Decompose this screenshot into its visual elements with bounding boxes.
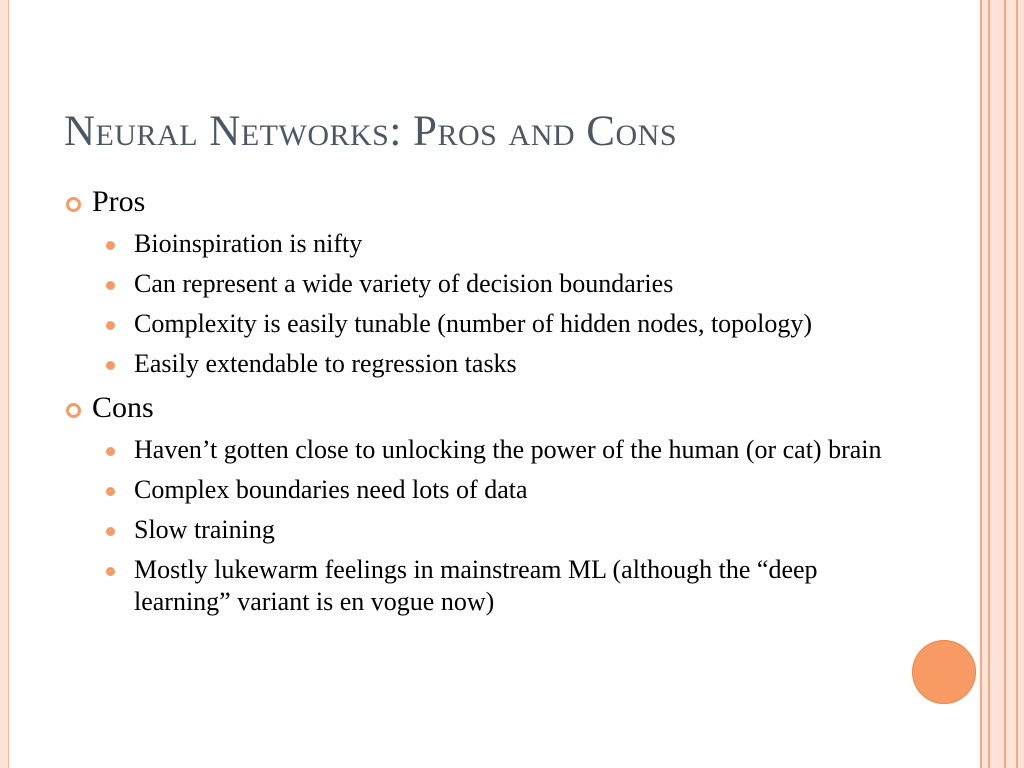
list-item [64,308,884,340]
dot-bullet-icon [106,361,115,370]
dot-bullet-icon [106,281,115,290]
section-heading-label: Pros [92,185,146,218]
dot-bullet-icon [106,447,115,456]
right-frame-stripes [980,0,1024,768]
list-item-text: Complex boundaries need lots of data [134,475,528,504]
left-frame-border [0,0,9,768]
list-item [64,268,884,300]
list-item [64,434,884,466]
pros-section [64,182,884,380]
ring-bullet-icon [66,197,81,212]
list-item-text: Can represent a wide variety of decision boundaries [134,269,674,298]
list-item [64,348,884,380]
cons-section [64,388,884,618]
frame-stripe [980,0,982,768]
slide-title: Neural Networks: Pros and Cons [64,108,677,155]
list-item [64,474,884,506]
section-heading-cons [64,388,884,428]
frame-stripe [1004,0,1006,768]
section-heading-pros [64,182,884,222]
list-item-text: Bioinspiration is nifty [134,229,363,258]
list-item-text: Complexity is easily tunable (number of hidden nodes, topology) [134,309,813,338]
list-item [64,514,884,546]
cons-list [64,434,884,618]
section-heading-label: Cons [92,391,154,424]
decorative-circle [912,640,976,704]
list-item-text: Haven’t gotten close to unlocking the power of the human (or cat) brain [134,435,882,464]
frame-stripe [988,0,990,768]
pros-list [64,228,884,380]
list-item-text: Easily extendable to regression tasks [134,349,517,378]
list-item-text: Mostly lukewarm feelings in mainstream ML (although the “deep learning” variant is en vogue now) [134,555,818,616]
dot-bullet-icon [106,487,115,496]
dot-bullet-icon [106,527,115,536]
dot-bullet-icon [106,241,115,250]
dot-bullet-icon [106,567,115,576]
frame-stripe [1016,0,1018,768]
dot-bullet-icon [106,321,115,330]
list-item [64,554,884,618]
ring-bullet-icon [66,403,81,418]
list-item-text: Slow training [134,515,275,544]
slide-body [64,182,884,626]
list-item [64,228,884,260]
